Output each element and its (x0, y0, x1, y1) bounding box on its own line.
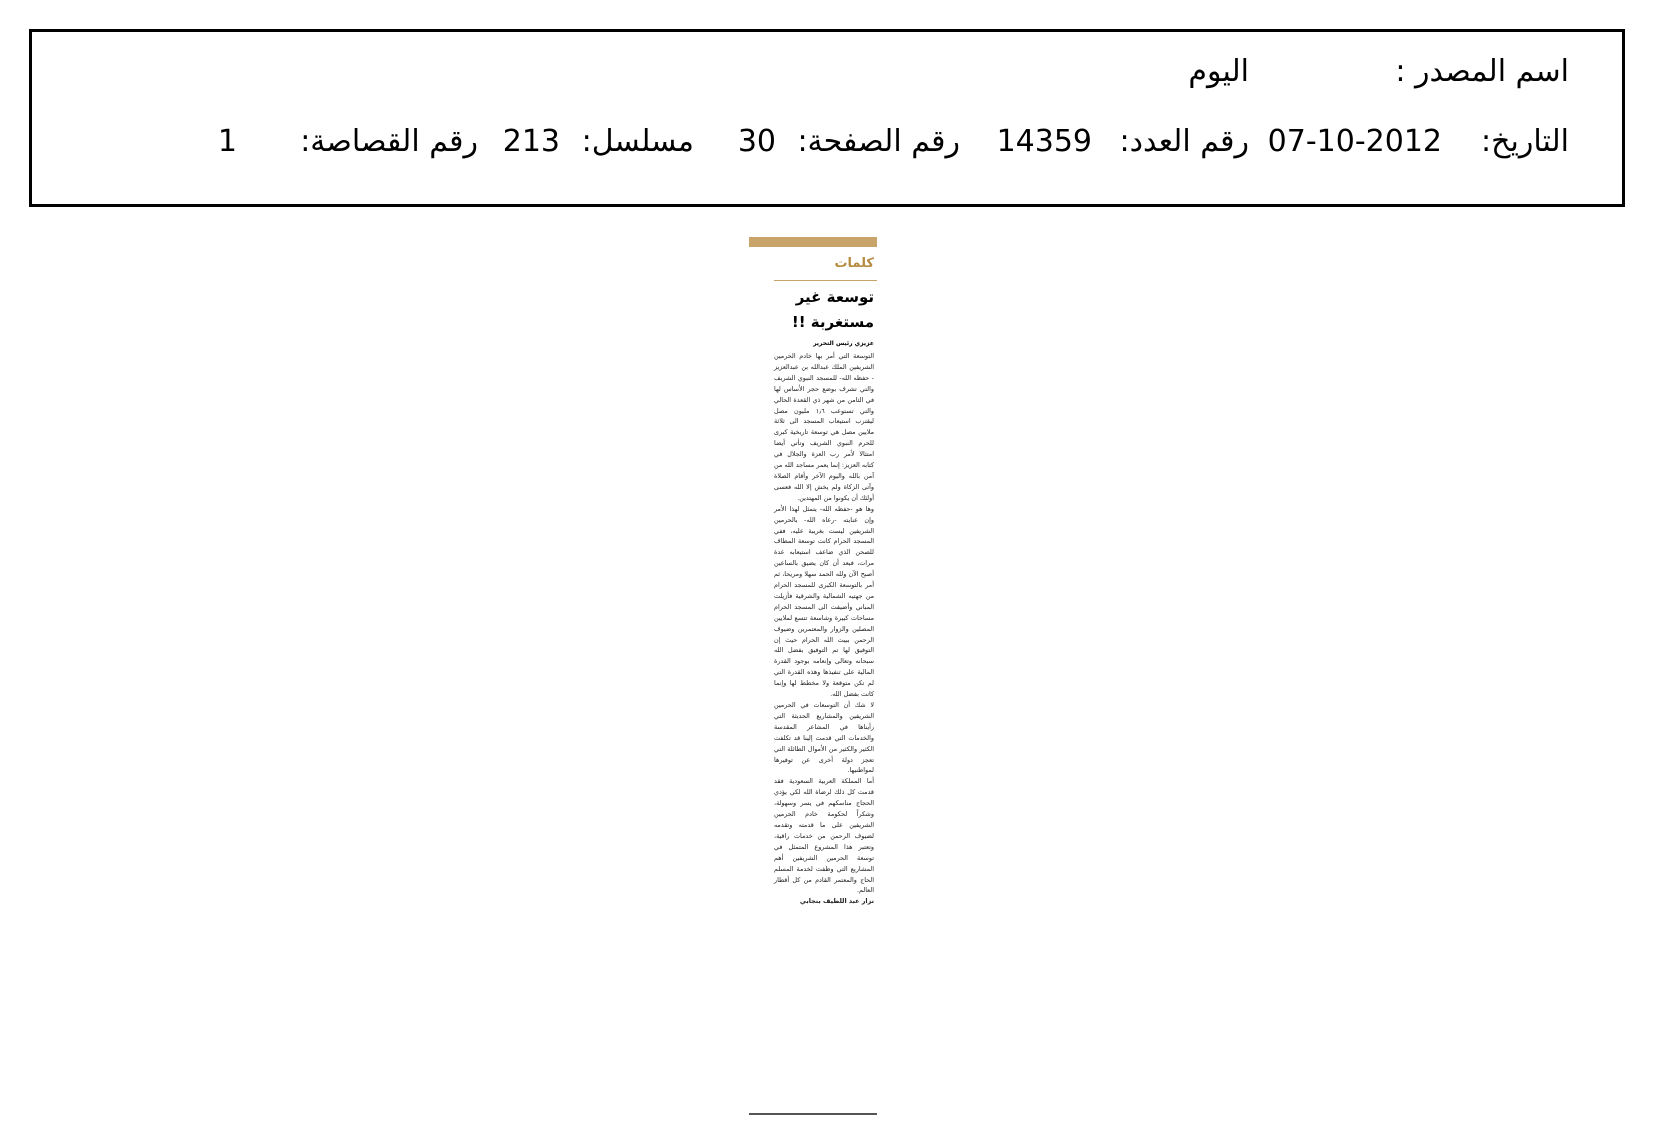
issue-value: 14359 (996, 124, 1092, 159)
clip-addressee: عزيزي رئيس التحرير (813, 340, 874, 347)
clip-paragraph: لا شك أن التوسعات في الحرمين الشريفين والمشاريع الحديثة التي رأيناها في المشاعر المقدسة والخدمات التي قدمت إلينا قد تكلفت الكثير والكثير من الأموال الطائلة التي تعجز دولة أخرى عن توفيرها لمواطنيها. (774, 701, 874, 775)
clipping-info-box (29, 29, 1625, 207)
serial-value: 213 (502, 124, 560, 159)
clip-divider (774, 280, 877, 281)
clip-top-bar (749, 237, 877, 247)
clip-number-label: رقم القصاصة: (300, 124, 478, 159)
newspaper-clipping (749, 237, 877, 1117)
clip-paragraph: التوسعة التي أمر بها خادم الحرمين الشريفين الملك عبدالله بن عبدالعزيز - حفظه الله- للمسجد النبوي الشريف والتي تشرف بوضع حجر الأساس لها في الثامن من شهر ذي القعدة الحالي والتي تستوعب ١٫٦ مليون مصل ليقترب استيعاب المسجد الى ثلاثة ملايين مصل هي توسعة تاريخية كبرى للحرم النبوي الشريف وتأتي أيضا امتثالا لأمر رب العزة والجلال في كتابه العزيز: إنما يعمر مساجد الله من آمن بالله واليوم الآخر وأقام الصلاة وآتى الزكاة ولم يخش إلا الله فعسى أولئك أن يكونوا من المهتدين. (774, 352, 874, 502)
issue-label: رقم العدد: (1119, 124, 1249, 159)
clip-bottom-rule (749, 1113, 877, 1115)
clip-body-text (774, 351, 874, 907)
date-label: التاريخ: (1481, 124, 1569, 159)
source-label: اسم المصدر : (1395, 54, 1569, 89)
clip-headline: توسعة غير مستغربة !! (791, 288, 874, 331)
clip-paragraph: وها هو -حفظه الله- يتمثل لهذا الأمر وإن عنايته -رعاه الله- بالحرمين الشريفين ليست بغريبة عليه، ففي المسجد الحرام كانت توسعة المطاف للصحن الذي ضاعف استيعابه عدة مرات، فبعد أن كان يضيق بالساعين أصبح الآن ولله الحمد سهلا ومريحا، ثم أمر بالتوسعة الكبرى للمسجد الحرام من جهتيه الشمالية والشرقية فأزيلت المباني وأضيفت الى المسجد الحرام مساحات كبيرة وشاسعة تتسع لملايين المصلين والزوار والمعتمرين وضيوف الرحمن ببيت الله الحرام حيث إن التوفيق لها تم التوفيق بفضل الله سبحانه وتعالى وإنعامه بوجود القدرة المالية على تنفيذها وهذه القدرة التي لم تكن متوقعة ولا مخطط لها وإنما كانت بفضل الله. (774, 504, 874, 699)
clip-section-title: كلمات (834, 256, 874, 271)
clip-paragraph: أما المملكة العربية السعودية فقد قدمت كل ذلك لرضاة الله لكي يؤدي الحجاج مناسكهم في يسر وسهولة، وشكراً لحكومة خادم الحرمين الشريفين على ما قدمته وتقدمه لضيوف الرحمن من خدمات راقية، وتعتبر هذا المشروع المتمثل في توسعة الحرمين الشريفين أهم المشاريع التي وظفت لخدمة المسلم الحاج والمعتمر القادم من كل أقطار العالم. (774, 777, 874, 895)
source-value: اليوم (1188, 54, 1249, 89)
page-value: 30 (737, 124, 776, 159)
clip-author-signature: نزار عبد اللطيف بنجابي (799, 897, 874, 906)
page-label: رقم الصفحة: (797, 124, 960, 159)
date-value: 07-10-2012 (1267, 124, 1442, 159)
clip-number-value: 1 (217, 124, 237, 159)
serial-label: مسلسل: (581, 124, 694, 159)
